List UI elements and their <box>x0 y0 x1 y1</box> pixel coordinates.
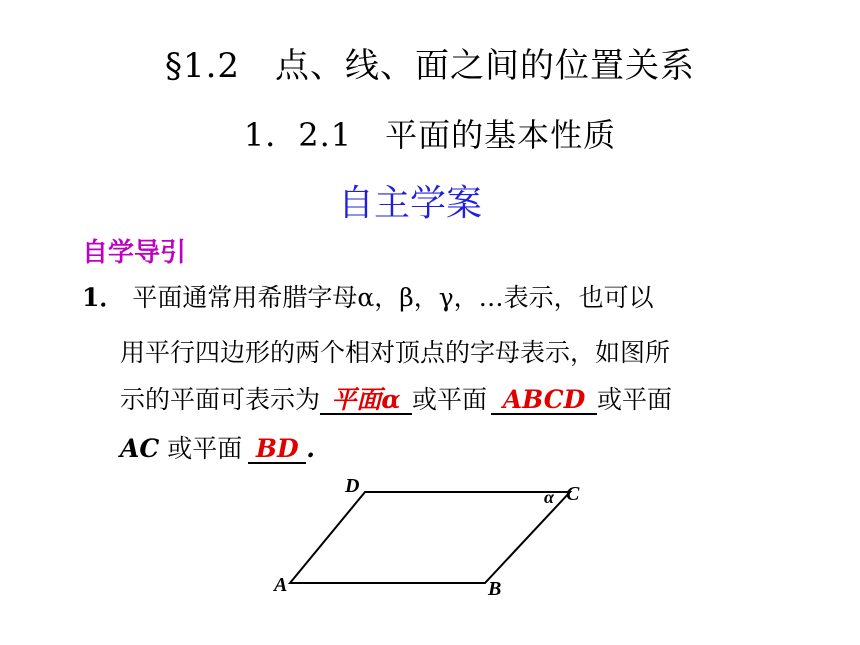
item-line-2: 用平行四边形的两个相对顶点的字母表示，如图所 <box>120 338 671 367</box>
line3-suffix: 或平面 <box>597 385 673 414</box>
item-text-line-1: 平面通常用希腊字母α，β，γ，…表示，也可以 <box>132 283 654 312</box>
parallelogram-shape <box>290 492 570 583</box>
guide-label: 自学导引 <box>82 238 187 268</box>
line3-prefix: 示的平面可表示为 <box>120 385 321 414</box>
line3-mid: 或平面 <box>412 385 488 414</box>
plane-alpha-label: α <box>544 487 554 507</box>
item-line-4 <box>120 429 315 465</box>
item-number: 1 <box>82 283 100 312</box>
vertex-label-c: C <box>566 483 580 505</box>
page-title: §1.2 点、线、面之间的位置关系 <box>164 46 696 86</box>
vertex-label-d: D <box>345 475 360 497</box>
answer-blank-1: 平面α <box>320 387 412 415</box>
vertex-label-b: B <box>488 578 502 600</box>
page-subtitle: 1．2.1 平面的基本性质 <box>243 116 617 154</box>
line4-end: . <box>306 434 315 463</box>
answer-blank-3: BD <box>248 436 306 464</box>
line4-mid: 或平面 <box>167 434 243 463</box>
answer-blank-2: ABCD <box>491 387 597 415</box>
item-line-3 <box>120 380 672 416</box>
section-heading: 自主学案 <box>337 183 482 224</box>
plane-ac-label: AC <box>120 434 160 463</box>
vertex-label-a: A <box>274 574 288 596</box>
parallelogram-diagram <box>260 470 600 610</box>
item-line-1: 1． 平面通常用希腊字母α，β，γ，…表示，也可以 <box>82 283 654 312</box>
